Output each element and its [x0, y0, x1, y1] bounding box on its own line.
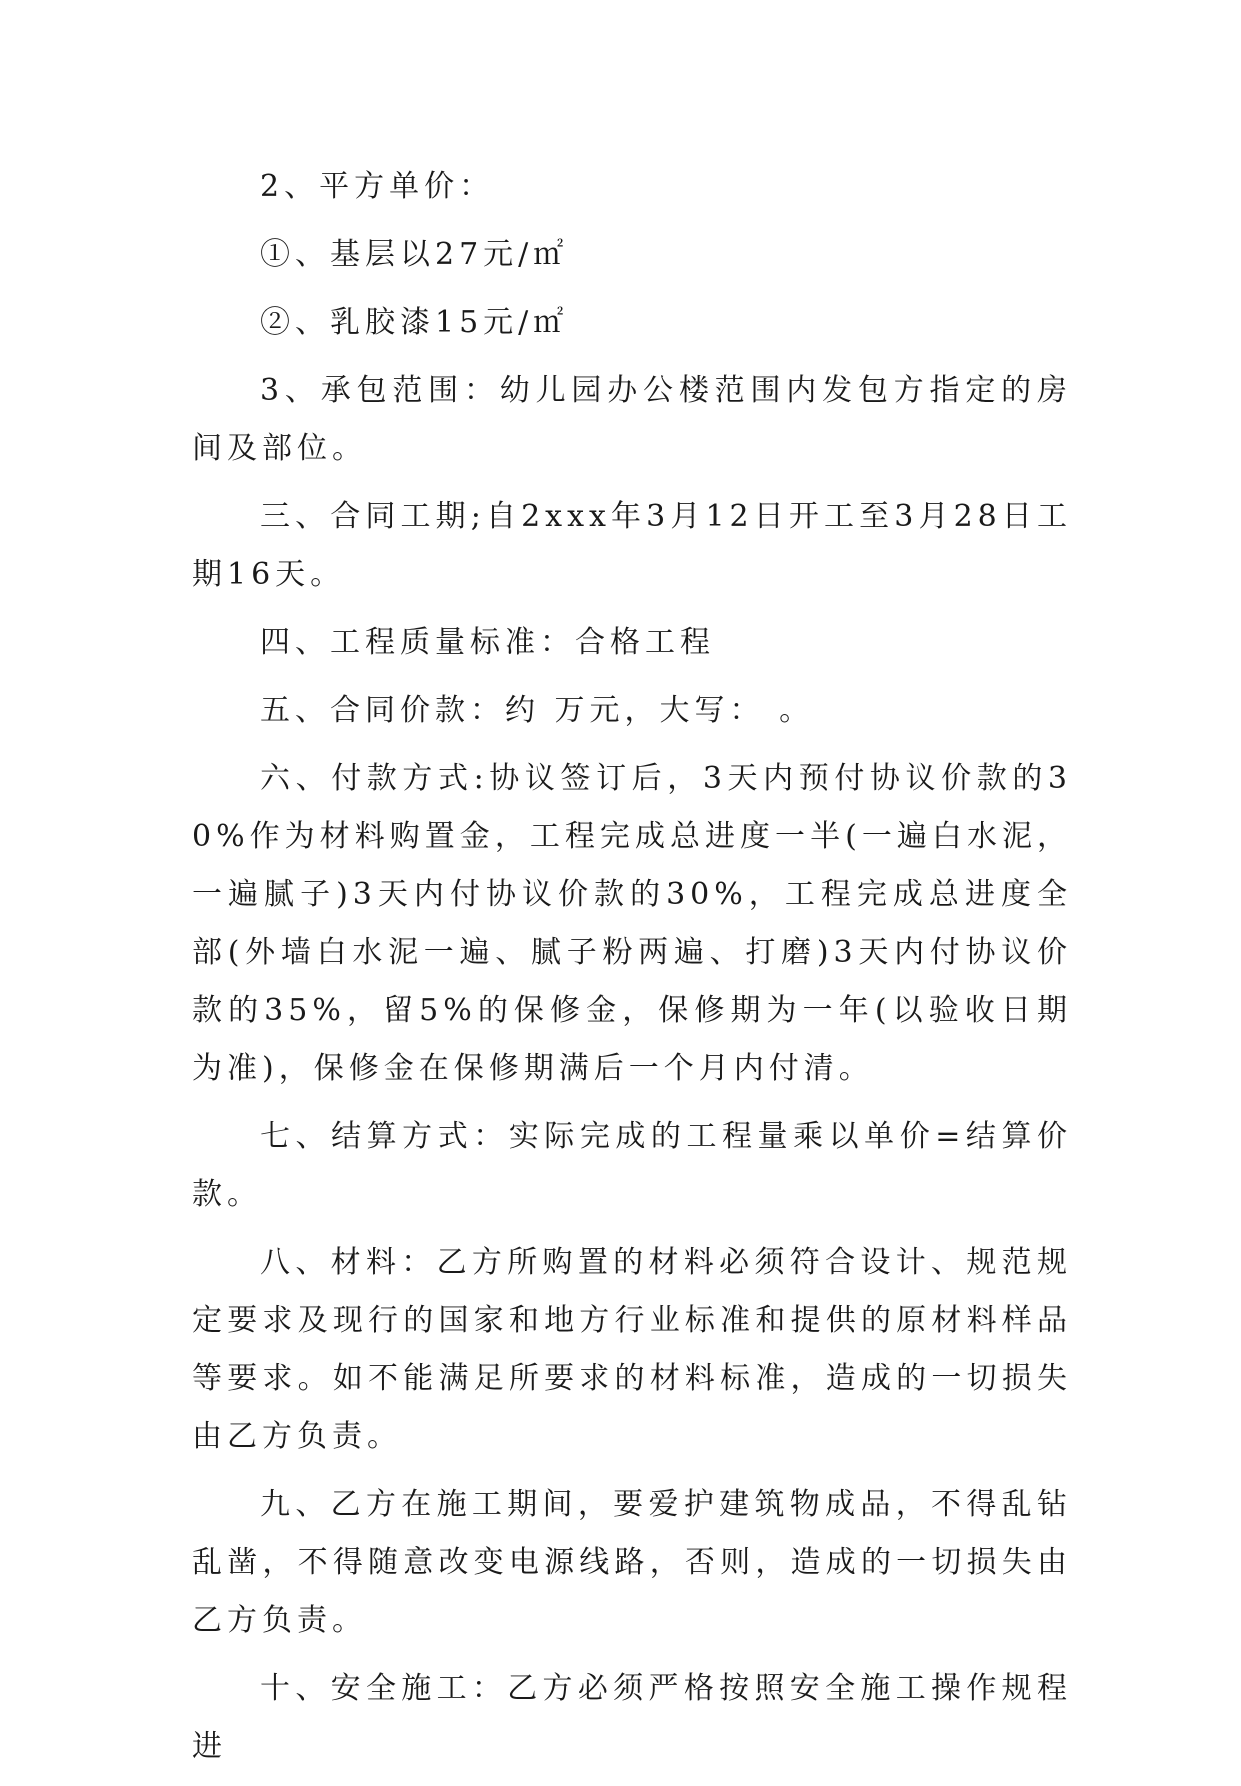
- paragraph-quality: 四、工程质量标准：合格工程: [260, 625, 715, 660]
- paragraph-price: 五、合同价款：约 万元，大写： 。: [260, 693, 815, 728]
- contract-body: [192, 158, 1072, 1786]
- paragraph-materials: 八、材料：乙方所购置的材料必须符合设计、规范规定要求及现行的国家和地方行业标准和提供的原材料样品等要求。如不能满足所要求的材料标准，造成的一切损失由乙方负责。: [192, 1245, 1072, 1454]
- paragraph-unit-price: 2、平方单价：: [260, 169, 495, 204]
- paragraph-safety: 十、安全施工：乙方必须严格按照安全施工操作规程进: [192, 1671, 1072, 1764]
- paragraph-base-price: ①、基层以27元/㎡: [260, 237, 569, 272]
- paragraph-scope: 3、承包范围：幼儿园办公楼范围内发包方指定的房间及部位。: [192, 373, 1072, 466]
- paragraph-protection: 九、乙方在施工期间，要爱护建筑物成品，不得乱钻乱凿，不得随意改变电源线路，否则，造成的一切损失由乙方负责。: [192, 1487, 1072, 1638]
- paragraph-settlement: 七、结算方式：实际完成的工程量乘以单价=结算价款。: [192, 1119, 1072, 1212]
- paragraph-schedule: 三、合同工期;自2xxx年3月12日开工至3月28日工期16天。: [192, 499, 1072, 592]
- paragraph-latex-price: ②、乳胶漆15元/㎡: [260, 305, 569, 340]
- paragraph-payment: 六、付款方式:协议签订后，3天内预付协议价款的30%作为材料购置金，工程完成总进度一半(一遍白水泥，一遍腻子)3天内付协议价款的30%，工程完成总进度全部(外墙白水泥一遍、腻子粉两遍、打磨)3天内付协议价款的35%，留5%的保修金，保修期为一年(以验收日期为准)，保修金在保修期满后一个月内付清。: [192, 761, 1072, 1086]
